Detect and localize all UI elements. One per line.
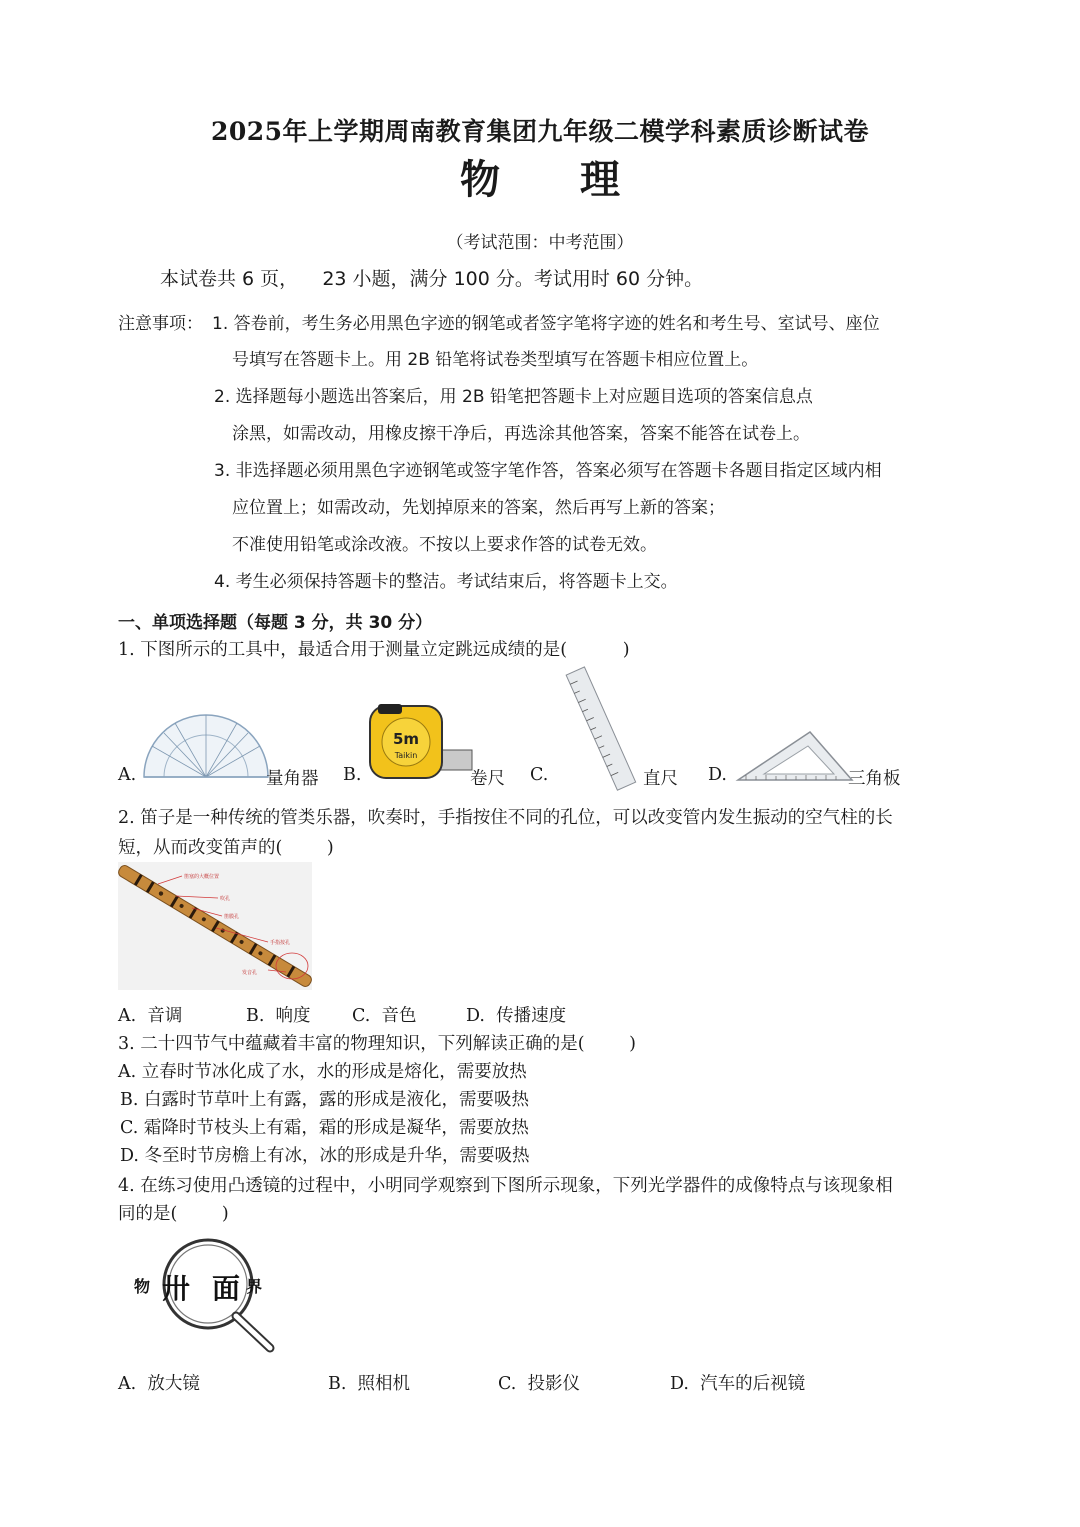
q3-option-b: B. 白露时节草叶上有露，露的形成是液化，需要吸热 <box>120 1090 529 1110</box>
q1-option-d-letter: D. <box>708 765 727 785</box>
note-line-5: 3. 非选择题必须用黑色字迹钢笔或签字笔作答，答案必须写在答题卡各题目指定区域内相 <box>214 461 882 481</box>
protractor-image <box>142 705 270 780</box>
q4-option-a: A. 放大镜 <box>118 1374 200 1394</box>
q1-option-c-label: 直尺 <box>643 769 678 789</box>
q1-option-a-letter: A. <box>118 765 137 785</box>
flute-image <box>118 862 312 990</box>
q1-option-d-label: 三角板 <box>848 769 901 789</box>
tape-text-top: 5m <box>392 730 420 748</box>
note-line-7: 不准使用铅笔或涂改液。不按以上要求作答的试卷无效。 <box>232 535 657 555</box>
q2-option-d: D. 传播速度 <box>466 1006 567 1026</box>
ruler-image <box>555 672 645 786</box>
set-square-image <box>736 730 854 782</box>
tape-measure-image <box>368 700 478 782</box>
flute-label-5: 发音孔 <box>242 970 258 976</box>
exam-title: 2025年上学期周南教育集团九年级二模学科素质诊断试卷 <box>210 117 870 146</box>
q1-option-a-label: 量角器 <box>266 769 319 789</box>
q1-stem: 1. 下图所示的工具中，最适合用于测量立定跳远成绩的是( ) <box>118 640 630 660</box>
note-line-6: 应位置上；如需改动，先划掉原来的答案，然后再写上新的答案； <box>232 498 725 518</box>
flute-label-4: 手指按孔 <box>270 940 291 946</box>
q2-option-c: C. 音色 <box>352 1006 417 1026</box>
q1-option-b-letter: B. <box>343 765 362 785</box>
section-1-title: 一、单项选择题（每题 3 分，共 30 分） <box>118 613 433 633</box>
subject-char-1: 物 <box>460 156 500 203</box>
q3-stem: 3. 二十四节气中蕴藏着丰富的物理知识，下列解读正确的是( ) <box>118 1034 636 1054</box>
q2-stem-line-2: 短，从而改变笛声的( ) <box>118 838 334 858</box>
note-line-2: 号填写在答题卡上。用 2B 铅笔将试卷类型填写在答题卡相应位置上。 <box>232 350 759 370</box>
magnifier-word-2: 卅 <box>162 1272 191 1305</box>
q3-option-a: A. 立春时节冰化成了水，水的形成是熔化，需要放热 <box>118 1062 527 1082</box>
flute-label-1: 笛塞的大概位置 <box>184 874 220 880</box>
q2-option-a: A. 音调 <box>118 1006 183 1026</box>
notes-label: 注意事项： <box>118 314 203 334</box>
exam-info: 本试卷共 6 页， 23 小题，满分 100 分。考试用时 60 分钟。 <box>160 268 704 290</box>
q4-option-b: B. 照相机 <box>328 1374 411 1394</box>
q4-stem-line-2: 同的是( ) <box>118 1204 229 1224</box>
note-line-3: 2. 选择题每小题选出答案后，用 2B 铅笔把答题卡上对应题目选项的答案信息点 <box>214 387 813 407</box>
note-line-4: 涂黑，如需改动，用橡皮擦干净后，再选涂其他答案，答案不能答在试卷上。 <box>232 424 810 444</box>
magnifier-image <box>128 1236 278 1354</box>
q2-stem-line-1: 2. 笛子是一种传统的管类乐器，吹奏时，手指按住不同的孔位，可以改变管内发生振动的空气柱的长 <box>118 808 893 828</box>
q4-option-d: D. 汽车的后视镜 <box>670 1374 806 1394</box>
q4-stem-line-1: 4. 在练习使用凸透镜的过程中，小明同学观察到下图所示现象，下列光学器件的成像特点与该现象相 <box>118 1176 893 1196</box>
note-line-8: 4. 考生必须保持答题卡的整洁。考试结束后，将答题卡上交。 <box>214 572 678 592</box>
magnifier-word-1: 物 <box>134 1277 151 1296</box>
flute-label-3: 笛膜孔 <box>224 914 240 920</box>
subject-title <box>0 148 1080 205</box>
magnifier-word-4: 界 <box>246 1277 263 1296</box>
q1-option-b-label: 卷尺 <box>470 769 505 789</box>
subject-char-2: 理 <box>580 156 620 203</box>
magnifier-word-3: 面 <box>212 1272 241 1305</box>
exam-scope: （考试范围：中考范围） <box>446 233 634 253</box>
q4-option-c: C. 投影仪 <box>498 1374 580 1394</box>
q2-option-b: B. 响度 <box>246 1006 311 1026</box>
q3-option-d: D. 冬至时节房檐上有冰，冰的形成是升华，需要吸热 <box>120 1146 530 1166</box>
q1-option-c-letter: C. <box>530 765 549 785</box>
note-line-1: 1. 答卷前，考生务必用黑色字迹的钢笔或者签字笔将字迹的姓名和考生号、室试号、座位 <box>212 314 880 334</box>
tape-text-bottom: Taikin <box>394 751 418 760</box>
q3-option-c: C. 霜降时节枝头上有霜，霜的形成是凝华，需要放热 <box>120 1118 529 1138</box>
flute-label-2: 吹孔 <box>220 896 231 902</box>
